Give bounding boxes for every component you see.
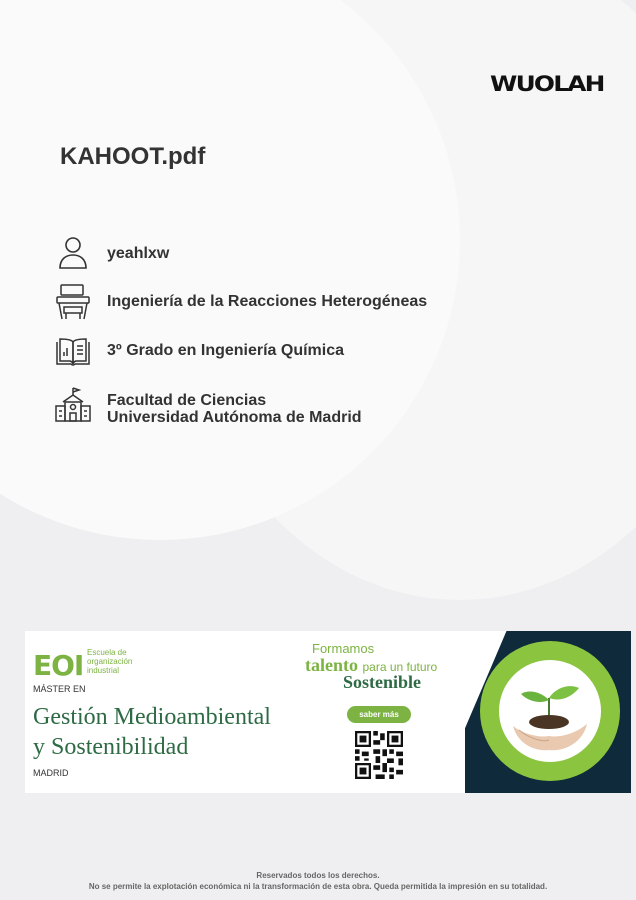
info-subject bbox=[54, 283, 428, 321]
user-name: yeahlxw bbox=[107, 245, 170, 262]
formamos-text: Formamos bbox=[312, 641, 375, 656]
saber-mas-button[interactable]: saber más bbox=[347, 706, 411, 723]
eoi-logo: EOI bbox=[33, 649, 84, 682]
program-title bbox=[33, 702, 271, 762]
open-book-icon bbox=[54, 334, 92, 372]
student-desk-icon bbox=[54, 283, 92, 321]
university-name: Universidad Autónoma de Madrid bbox=[107, 409, 362, 426]
seedling-hands-icon bbox=[499, 660, 601, 762]
city-label: MADRID bbox=[33, 768, 69, 778]
para-text: para un futuro bbox=[362, 660, 438, 674]
ad-banner[interactable] bbox=[25, 631, 631, 793]
master-label: MÁSTER EN bbox=[33, 684, 86, 694]
subject-name: Ingeniería de la Reacciones Heterogéneas bbox=[107, 293, 428, 310]
degree-name: 3º Grado en Ingeniería Química bbox=[107, 342, 345, 359]
talento-word: talento bbox=[305, 655, 358, 675]
faculty-name: Facultad de Ciencias bbox=[107, 392, 267, 409]
qr-code-icon[interactable] bbox=[355, 731, 403, 779]
wuolah-logo[interactable]: WUOLAH bbox=[490, 72, 604, 96]
school-building-icon bbox=[54, 386, 92, 424]
info-user bbox=[54, 234, 170, 272]
sostenible-text: Sostenible bbox=[343, 672, 422, 692]
footer-rights: Reservados todos los derechos. bbox=[256, 871, 380, 880]
info-degree bbox=[54, 334, 345, 372]
eoi-subtitle: Escuela de organización industrial bbox=[87, 648, 133, 675]
footer-notice: No se permite la explotación económica ni la transformación de esta obra. Queda permitida la impresión en su totalidad. bbox=[88, 882, 548, 891]
program-line-1: Gestión Medioambiental bbox=[33, 704, 271, 730]
info-faculty bbox=[54, 386, 362, 426]
document-title: KAHOOT.pdf bbox=[60, 143, 206, 170]
user-icon bbox=[54, 234, 92, 272]
program-line-2: y Sostenibilidad bbox=[33, 734, 189, 760]
